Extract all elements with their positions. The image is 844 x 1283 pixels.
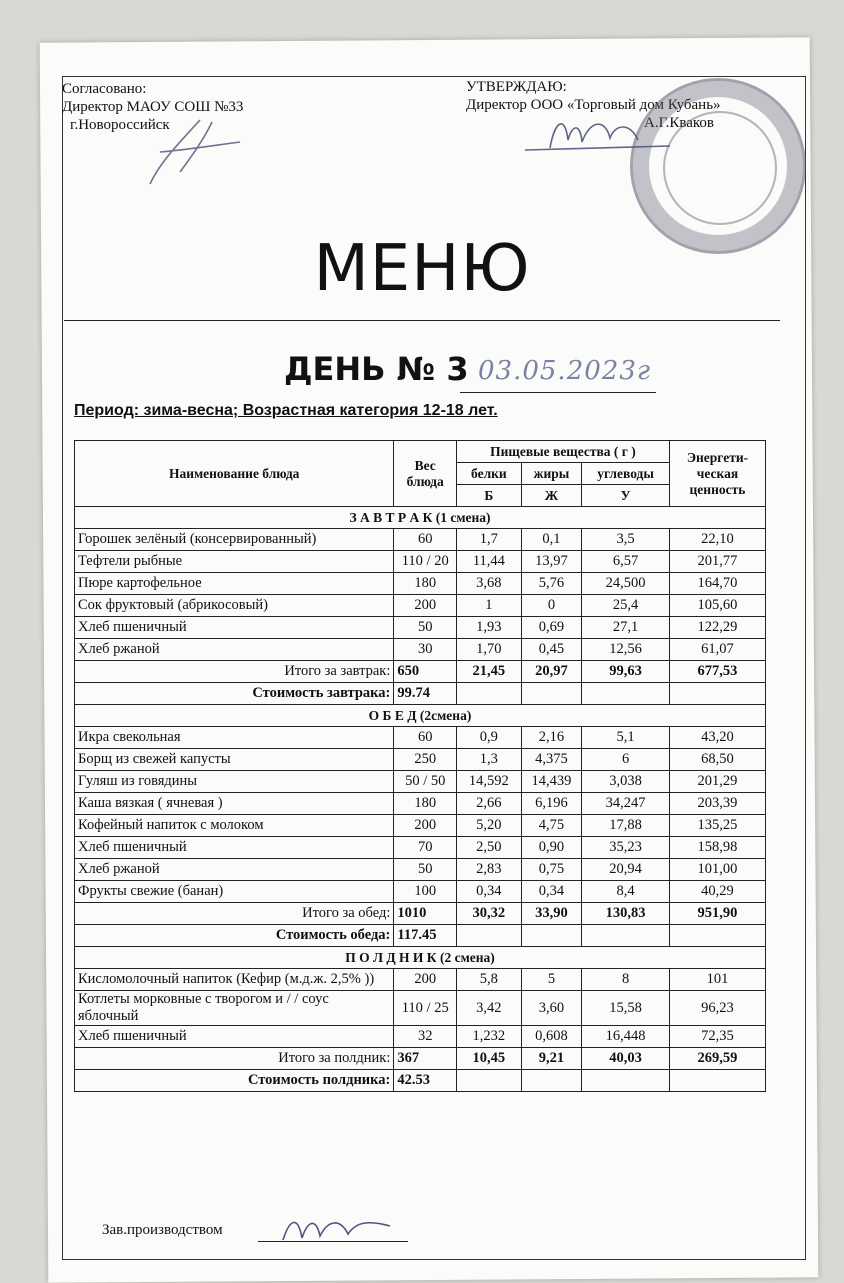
approval-title: Согласовано:	[62, 81, 147, 97]
table-cell: 3,42	[457, 991, 522, 1026]
table-row	[75, 639, 766, 661]
table-cell: 1,3	[457, 749, 522, 771]
table-cell: 201,29	[669, 771, 765, 793]
table-cell: 0,90	[521, 837, 582, 859]
table-cell: 22,10	[669, 529, 765, 551]
table-cell: 68,50	[669, 749, 765, 771]
table-cell: 13,97	[521, 551, 582, 573]
empty-cell	[457, 1070, 522, 1092]
table-cell: 61,07	[669, 639, 765, 661]
header-protein: белки	[457, 463, 522, 485]
table-cell: 4,375	[521, 749, 582, 771]
table-cell: 0,9	[457, 727, 522, 749]
table-cell: 6,196	[521, 793, 582, 815]
page-title: МЕНЮ	[313, 232, 531, 306]
empty-cell	[669, 925, 765, 947]
table-cell: 1,93	[457, 617, 522, 639]
table-cell: 72,35	[669, 1026, 765, 1048]
table-cell: 110 / 20	[394, 551, 457, 573]
table-row	[75, 749, 766, 771]
breakfast-cost-value: 99.74	[394, 683, 457, 705]
table-cell: 14,439	[521, 771, 582, 793]
table-cell: 24,500	[582, 573, 670, 595]
snack-cost-label: Стоимость полдника:	[75, 1070, 394, 1092]
table-row	[75, 617, 766, 639]
date-underline	[460, 392, 656, 393]
header-nutrients: Пищевые вещества ( г )	[457, 441, 670, 463]
table-cell: 180	[394, 793, 457, 815]
table-cell: 100	[394, 881, 457, 903]
header-fat-abbr: Ж	[521, 485, 582, 507]
snack-total-cell: 367	[394, 1048, 457, 1070]
footer-signature	[278, 1208, 398, 1248]
table-cell: 50	[394, 617, 457, 639]
empty-cell	[521, 683, 582, 705]
table-cell: 35,23	[582, 837, 670, 859]
table-cell: 16,448	[582, 1026, 670, 1048]
table-cell: 8	[582, 969, 670, 991]
dish-name: Кофейный напиток с молоком	[75, 815, 394, 837]
header-carb: углеводы	[582, 463, 670, 485]
table-cell: 5,20	[457, 815, 522, 837]
header-energy: Энергети-ческая ценность	[669, 441, 765, 507]
header-fat: жиры	[521, 463, 582, 485]
snack-total-row	[75, 1048, 766, 1070]
table-cell: 11,44	[457, 551, 522, 573]
table-cell: 110 / 25	[394, 991, 457, 1026]
empty-cell	[582, 683, 670, 705]
table-row	[75, 771, 766, 793]
footer-label: Зав.производством	[102, 1222, 223, 1238]
table-cell: 122,29	[669, 617, 765, 639]
lunch-total-label: Итого за обед:	[75, 903, 394, 925]
table-cell: 200	[394, 595, 457, 617]
lunch-total-cell: 30,32	[457, 903, 522, 925]
dish-name: Хлеб пшеничный	[75, 617, 394, 639]
table-row	[75, 969, 766, 991]
table-cell: 5,8	[457, 969, 522, 991]
table-row	[75, 793, 766, 815]
dish-name: Гуляш из говядины	[75, 771, 394, 793]
dish-name: Фрукты свежие (банан)	[75, 881, 394, 903]
table-cell: 70	[394, 837, 457, 859]
table-cell: 17,88	[582, 815, 670, 837]
company-seal	[630, 78, 806, 254]
period-line: Период: зима-весна; Возрастная категория 12-18 лет.	[74, 402, 498, 419]
table-cell: 0,1	[521, 529, 582, 551]
breakfast-total-cell: 21,45	[457, 661, 522, 683]
table-cell: 34,247	[582, 793, 670, 815]
snack-total-cell: 40,03	[582, 1048, 670, 1070]
table-cell: 0	[521, 595, 582, 617]
table-row	[75, 815, 766, 837]
breakfast-heading: З А В Т Р А К (1 смена)	[75, 507, 766, 529]
table-cell: 2,16	[521, 727, 582, 749]
table-cell: 50	[394, 859, 457, 881]
table-cell: 60	[394, 529, 457, 551]
dish-name: Хлеб пшеничный	[75, 837, 394, 859]
table-cell: 200	[394, 815, 457, 837]
table-cell: 96,23	[669, 991, 765, 1026]
table-cell: 203,39	[669, 793, 765, 815]
snack-cost-value: 42.53	[394, 1070, 457, 1092]
empty-cell	[669, 683, 765, 705]
menu-table	[74, 440, 766, 1092]
lunch-cost-value: 117.45	[394, 925, 457, 947]
table-cell: 3,68	[457, 573, 522, 595]
lunch-total-row	[75, 903, 766, 925]
breakfast-total-label: Итого за завтрак:	[75, 661, 394, 683]
table-cell: 180	[394, 573, 457, 595]
table-cell: 15,58	[582, 991, 670, 1026]
empty-cell	[457, 925, 522, 947]
snack-cost-row	[75, 1070, 766, 1092]
lunch-heading-row	[75, 705, 766, 727]
table-cell: 0,69	[521, 617, 582, 639]
table-cell: 12,56	[582, 639, 670, 661]
table-row	[75, 551, 766, 573]
dish-name: Пюре картофельное	[75, 573, 394, 595]
title-rule	[64, 320, 780, 321]
table-cell: 3,038	[582, 771, 670, 793]
menu-table-body	[75, 507, 766, 1092]
lunch-total-cell: 1010	[394, 903, 457, 925]
breakfast-cost-label: Стоимость завтрака:	[75, 683, 394, 705]
table-cell: 6	[582, 749, 670, 771]
table-cell: 60	[394, 727, 457, 749]
table-cell: 1,70	[457, 639, 522, 661]
table-row	[75, 727, 766, 749]
dish-name: Тефтели рыбные	[75, 551, 394, 573]
table-cell: 0,34	[457, 881, 522, 903]
approval-city: г.Новороссийск	[70, 117, 170, 133]
lunch-heading: О Б Е Д (2смена)	[75, 705, 766, 727]
dish-name: Борщ из свежей капусты	[75, 749, 394, 771]
table-row	[75, 859, 766, 881]
table-row	[75, 881, 766, 903]
empty-cell	[582, 925, 670, 947]
breakfast-total-cell: 99,63	[582, 661, 670, 683]
dish-name: Кисломолочный напиток (Кефир (м.д.ж. 2,5% ))	[75, 969, 394, 991]
breakfast-heading-row	[75, 507, 766, 529]
table-cell: 25,4	[582, 595, 670, 617]
dish-name: Икра свекольная	[75, 727, 394, 749]
table-cell: 0,34	[521, 881, 582, 903]
header-dish-name: Наименование блюда	[75, 441, 394, 507]
seal-inner-ring	[663, 111, 777, 225]
table-cell: 30	[394, 639, 457, 661]
empty-cell	[457, 683, 522, 705]
table-cell: 5	[521, 969, 582, 991]
header-weight: Вес блюда	[394, 441, 457, 507]
table-cell: 1,232	[457, 1026, 522, 1048]
table-cell: 14,592	[457, 771, 522, 793]
table-cell: 5,1	[582, 727, 670, 749]
empty-cell	[521, 925, 582, 947]
table-row	[75, 595, 766, 617]
dish-name: Хлеб пшеничный	[75, 1026, 394, 1048]
snack-total-cell: 10,45	[457, 1048, 522, 1070]
table-cell: 2,83	[457, 859, 522, 881]
dish-name: Хлеб ржаной	[75, 859, 394, 881]
table-cell: 5,76	[521, 573, 582, 595]
approved-title: УТВЕРЖДАЮ:	[466, 79, 567, 95]
dish-name: Сок фруктовый (абрикосовый)	[75, 595, 394, 617]
lunch-cost-row	[75, 925, 766, 947]
table-cell: 135,25	[669, 815, 765, 837]
table-row	[75, 991, 766, 1026]
table-cell: 20,94	[582, 859, 670, 881]
empty-cell	[669, 1070, 765, 1092]
table-row	[75, 573, 766, 595]
lunch-total-cell: 951,90	[669, 903, 765, 925]
dish-name: Котлеты морковные с творогом и / / соус яблочный	[75, 991, 394, 1026]
table-cell: 50 / 50	[394, 771, 457, 793]
lunch-total-cell: 33,90	[521, 903, 582, 925]
day-number: ДЕНЬ № 3	[284, 350, 469, 388]
snack-total-label: Итого за полдник:	[75, 1048, 394, 1070]
table-cell: 0,45	[521, 639, 582, 661]
dish-name: Каша вязкая ( ячневая )	[75, 793, 394, 815]
table-cell: 2,66	[457, 793, 522, 815]
approval-director: Директор МАОУ СОШ №33	[62, 99, 244, 115]
approved-name: А.Г.Кваков	[644, 115, 714, 131]
breakfast-cost-row	[75, 683, 766, 705]
table-cell: 3,5	[582, 529, 670, 551]
snack-heading-row	[75, 947, 766, 969]
table-row	[75, 1026, 766, 1048]
table-cell: 4,75	[521, 815, 582, 837]
table-cell: 201,77	[669, 551, 765, 573]
table-cell: 1,7	[457, 529, 522, 551]
header-protein-abbr: Б	[457, 485, 522, 507]
snack-heading: П О Л Д Н И К (2 смена)	[75, 947, 766, 969]
table-cell: 0,75	[521, 859, 582, 881]
approved-director: Директор ООО «Торговый дом Кубань»	[466, 97, 721, 113]
table-cell: 2,50	[457, 837, 522, 859]
breakfast-total-cell: 677,53	[669, 661, 765, 683]
table-cell: 101,00	[669, 859, 765, 881]
table-cell: 164,70	[669, 573, 765, 595]
table-cell: 27,1	[582, 617, 670, 639]
dish-name: Горошек зелёный (консервированный)	[75, 529, 394, 551]
lunch-cost-label: Стоимость обеда:	[75, 925, 394, 947]
breakfast-total-row	[75, 661, 766, 683]
table-cell: 0,608	[521, 1026, 582, 1048]
table-cell: 6,57	[582, 551, 670, 573]
header-carb-abbr: У	[582, 485, 670, 507]
table-cell: 200	[394, 969, 457, 991]
table-cell: 43,20	[669, 727, 765, 749]
table-cell: 1	[457, 595, 522, 617]
breakfast-total-cell: 20,97	[521, 661, 582, 683]
table-row	[75, 529, 766, 551]
breakfast-total-cell: 650	[394, 661, 457, 683]
left-signature	[140, 112, 260, 192]
table-cell: 105,60	[669, 595, 765, 617]
empty-cell	[582, 1070, 670, 1092]
snack-total-cell: 9,21	[521, 1048, 582, 1070]
table-cell: 8,4	[582, 881, 670, 903]
snack-total-cell: 269,59	[669, 1048, 765, 1070]
dish-name: Хлеб ржаной	[75, 639, 394, 661]
handwritten-date: 03.05.2023г	[478, 356, 652, 386]
table-cell: 40,29	[669, 881, 765, 903]
table-cell: 3,60	[521, 991, 582, 1026]
table-cell: 158,98	[669, 837, 765, 859]
table-cell: 32	[394, 1026, 457, 1048]
empty-cell	[521, 1070, 582, 1092]
table-cell: 250	[394, 749, 457, 771]
table-cell: 101	[669, 969, 765, 991]
table-row	[75, 837, 766, 859]
lunch-total-cell: 130,83	[582, 903, 670, 925]
